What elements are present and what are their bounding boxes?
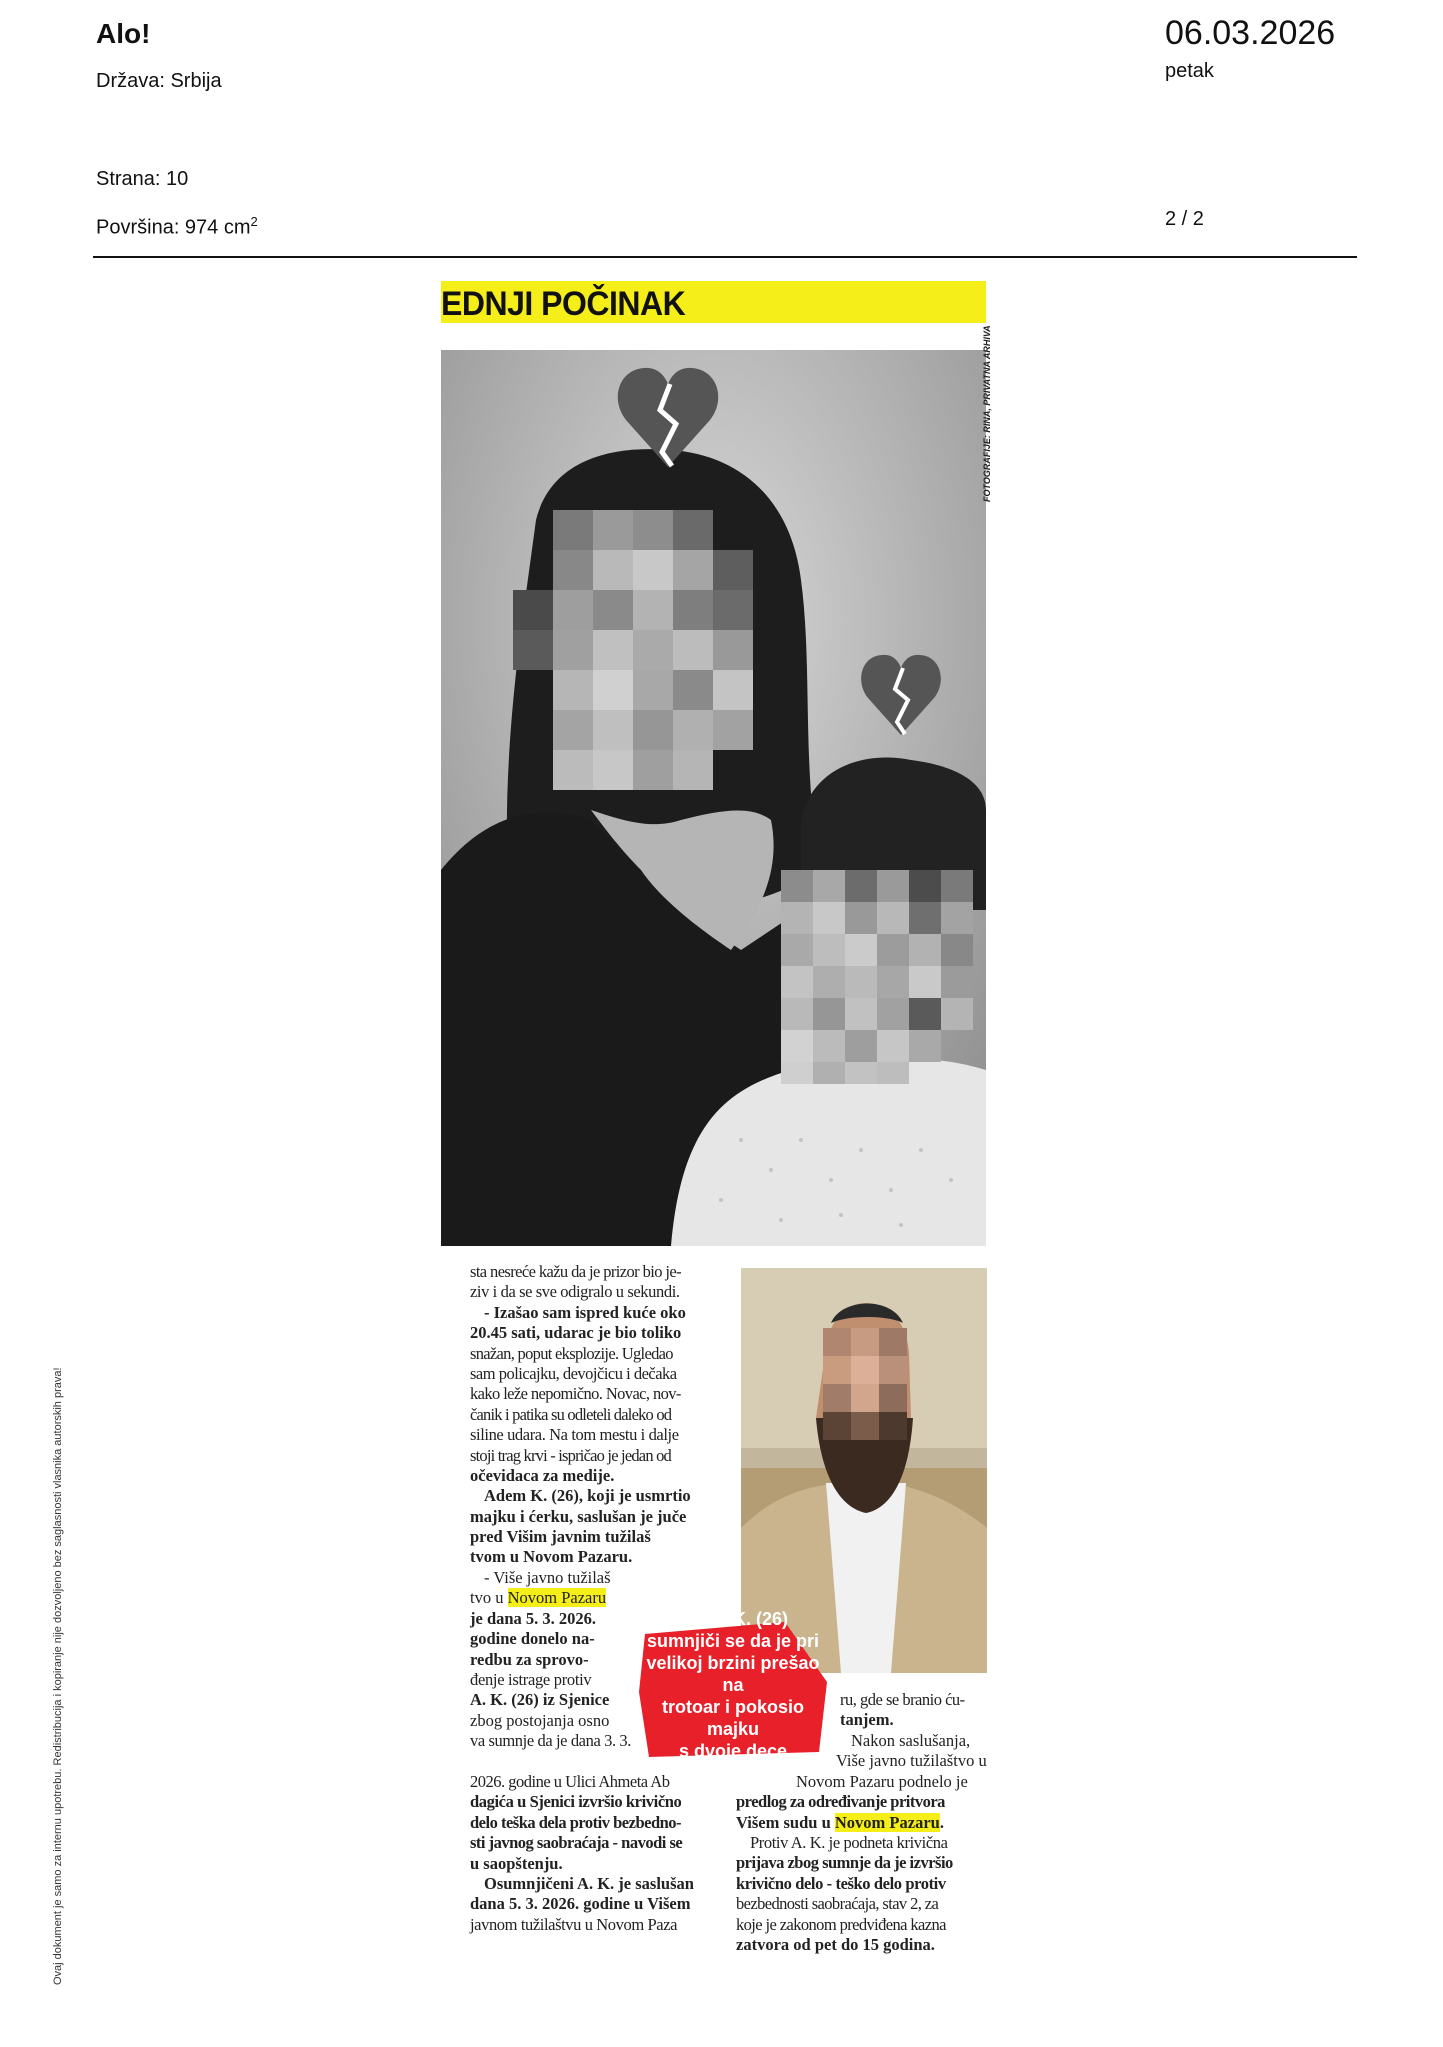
text-line: Nakon saslušanja, xyxy=(851,1731,971,1750)
text-line: sti javnog saobraćaja - navodi se xyxy=(470,1833,683,1853)
callout-line: velikoj brzini prešao na xyxy=(646,1652,820,1695)
area-label xyxy=(96,214,258,240)
text-line: sam policajku, devojčicu i dečaka xyxy=(470,1363,677,1383)
text-line: koje je zakonom predviđena kazna xyxy=(736,1914,946,1934)
text-line: đenje istrage protiv xyxy=(470,1669,592,1689)
text-span: tvo u xyxy=(470,1588,508,1608)
highlighted-location: Novom Pazaru xyxy=(834,1812,940,1832)
page-number: Strana: 10 xyxy=(96,168,189,190)
main-photo xyxy=(441,350,986,1246)
weekday: petak xyxy=(1165,60,1214,82)
text-line: - Izašao sam ispred kuće oko xyxy=(484,1302,686,1322)
text-line: sta nesreće kažu da je prizor bio je- xyxy=(470,1262,681,1281)
text-line: ru, gde se branio ću- xyxy=(840,1690,965,1709)
text-line: tvom u Novom Pazaru. xyxy=(470,1547,633,1567)
text-line: prijava zbog sumnje da je izvršio xyxy=(736,1853,953,1873)
text-line: u saopštenju. xyxy=(470,1853,563,1873)
article-column-left-narrow xyxy=(470,1568,630,1752)
callout-line: sumnjiči se da je pri xyxy=(646,1630,820,1651)
text-line: Novom Pazaru podnelo je xyxy=(796,1771,968,1791)
text-line: Protiv A. K. je podneta krivična xyxy=(750,1832,948,1852)
text-line: godine donelo na- xyxy=(470,1629,595,1649)
article-column-left-top xyxy=(470,1262,716,1568)
text-line: je dana 5. 3. 2026. xyxy=(470,1608,597,1628)
photo-credit-text: FOTOGRAFIJE: RINA, PRIVATNA ARHIVA xyxy=(982,325,992,502)
text-line: delo teška dela protiv bezbedno- xyxy=(470,1812,682,1832)
text-span: . xyxy=(939,1812,944,1832)
text-line: Osumnjičeni A. K. je saslušan xyxy=(484,1873,694,1893)
photo-credit xyxy=(982,325,1004,502)
text-line: zbog postojanja osno xyxy=(470,1710,610,1730)
copyright-disclaimer: Ovaj dokument je samo za internu upotrebu. Redistribucija i kopiranje nije dozvoljeno bez saglasnosti vlasnika autorskih prava! xyxy=(52,1367,64,1985)
text-line: dana 5. 3. 2026. godine u Višem xyxy=(470,1894,691,1914)
text-line: tanjem. xyxy=(840,1710,894,1730)
country-label: Država: Srbija xyxy=(96,70,222,92)
header-divider xyxy=(93,256,1357,258)
page-count: 2 / 2 xyxy=(1165,208,1204,230)
headline: EDNJI POČINAK xyxy=(441,283,686,323)
article-column-left-bottom xyxy=(470,1772,716,1935)
text-line: predlog za određivanje pritvora xyxy=(736,1792,945,1812)
text-line: bezbednosti saobraćaja, stav 2, za xyxy=(736,1894,939,1914)
text-line: majku i ćerku, saslušan je juče xyxy=(470,1506,687,1526)
text-line xyxy=(470,1588,630,1608)
area-superscript: 2 xyxy=(250,214,258,229)
text-line: dagića u Sjenici izvršio krivično xyxy=(470,1792,682,1812)
publication-name: Alo! xyxy=(96,18,151,49)
text-line: zatvora od pet do 15 godina. xyxy=(736,1934,935,1954)
text-line: 2026. godine u Ulici Ahmeta Ab xyxy=(470,1772,670,1791)
headline-bar xyxy=(441,281,986,323)
text-line: redbu za sprovo- xyxy=(470,1649,589,1669)
text-line: - Više javno tužilaš xyxy=(484,1568,611,1587)
text-line: očevidaca za medije. xyxy=(470,1465,615,1485)
text-line: stoji trag krvi - ispričao je jedan od xyxy=(470,1445,671,1465)
text-line: Više javno tužilaštvo u xyxy=(836,1751,987,1771)
text-line: pred Višim javnim tužilaš xyxy=(470,1527,651,1547)
text-line: čanik i patika su odleteli daleko od xyxy=(470,1404,672,1424)
text-line: snažan, poput eksplozije. Ugledao xyxy=(470,1343,673,1363)
date: 06.03.2026 xyxy=(1165,14,1336,52)
text-span: Višem sudu u xyxy=(736,1812,835,1832)
text-line: krivično delo - teško delo protiv xyxy=(736,1873,946,1893)
text-line: siline udara. Na tom mestu i dalje xyxy=(470,1425,679,1445)
article-column-right xyxy=(736,1731,988,1955)
main-photo-image xyxy=(441,350,986,1246)
text-line: 20.45 sati, udarac je bio toliko xyxy=(470,1323,682,1343)
area-text: Površina: 974 cm xyxy=(96,216,251,239)
text-line: javnom tužilaštvu u Novom Paza xyxy=(470,1914,678,1934)
highlighted-location: Novom Pazaru xyxy=(507,1588,607,1608)
text-line xyxy=(736,1813,988,1833)
text-line: Adem K. (26), koji je usmrtio xyxy=(484,1486,691,1506)
text-line: A. K. (26) iz Sjenice xyxy=(470,1690,610,1710)
text-line: ziv i da se sve odigralo u sekundi. xyxy=(470,1282,680,1302)
callout-line: trotoar i pokosio majku xyxy=(661,1696,804,1739)
callout-line: Adem K. (26) xyxy=(677,1608,789,1629)
text-line: va sumnje da je dana 3. 3. xyxy=(470,1731,631,1751)
pixelated-face-suspect xyxy=(823,1328,907,1440)
article-column-right-short xyxy=(840,1690,990,1731)
callout-line: s dvoje dece xyxy=(678,1740,788,1761)
text-line: kako leže nepomično. Novac, nov- xyxy=(470,1384,681,1404)
